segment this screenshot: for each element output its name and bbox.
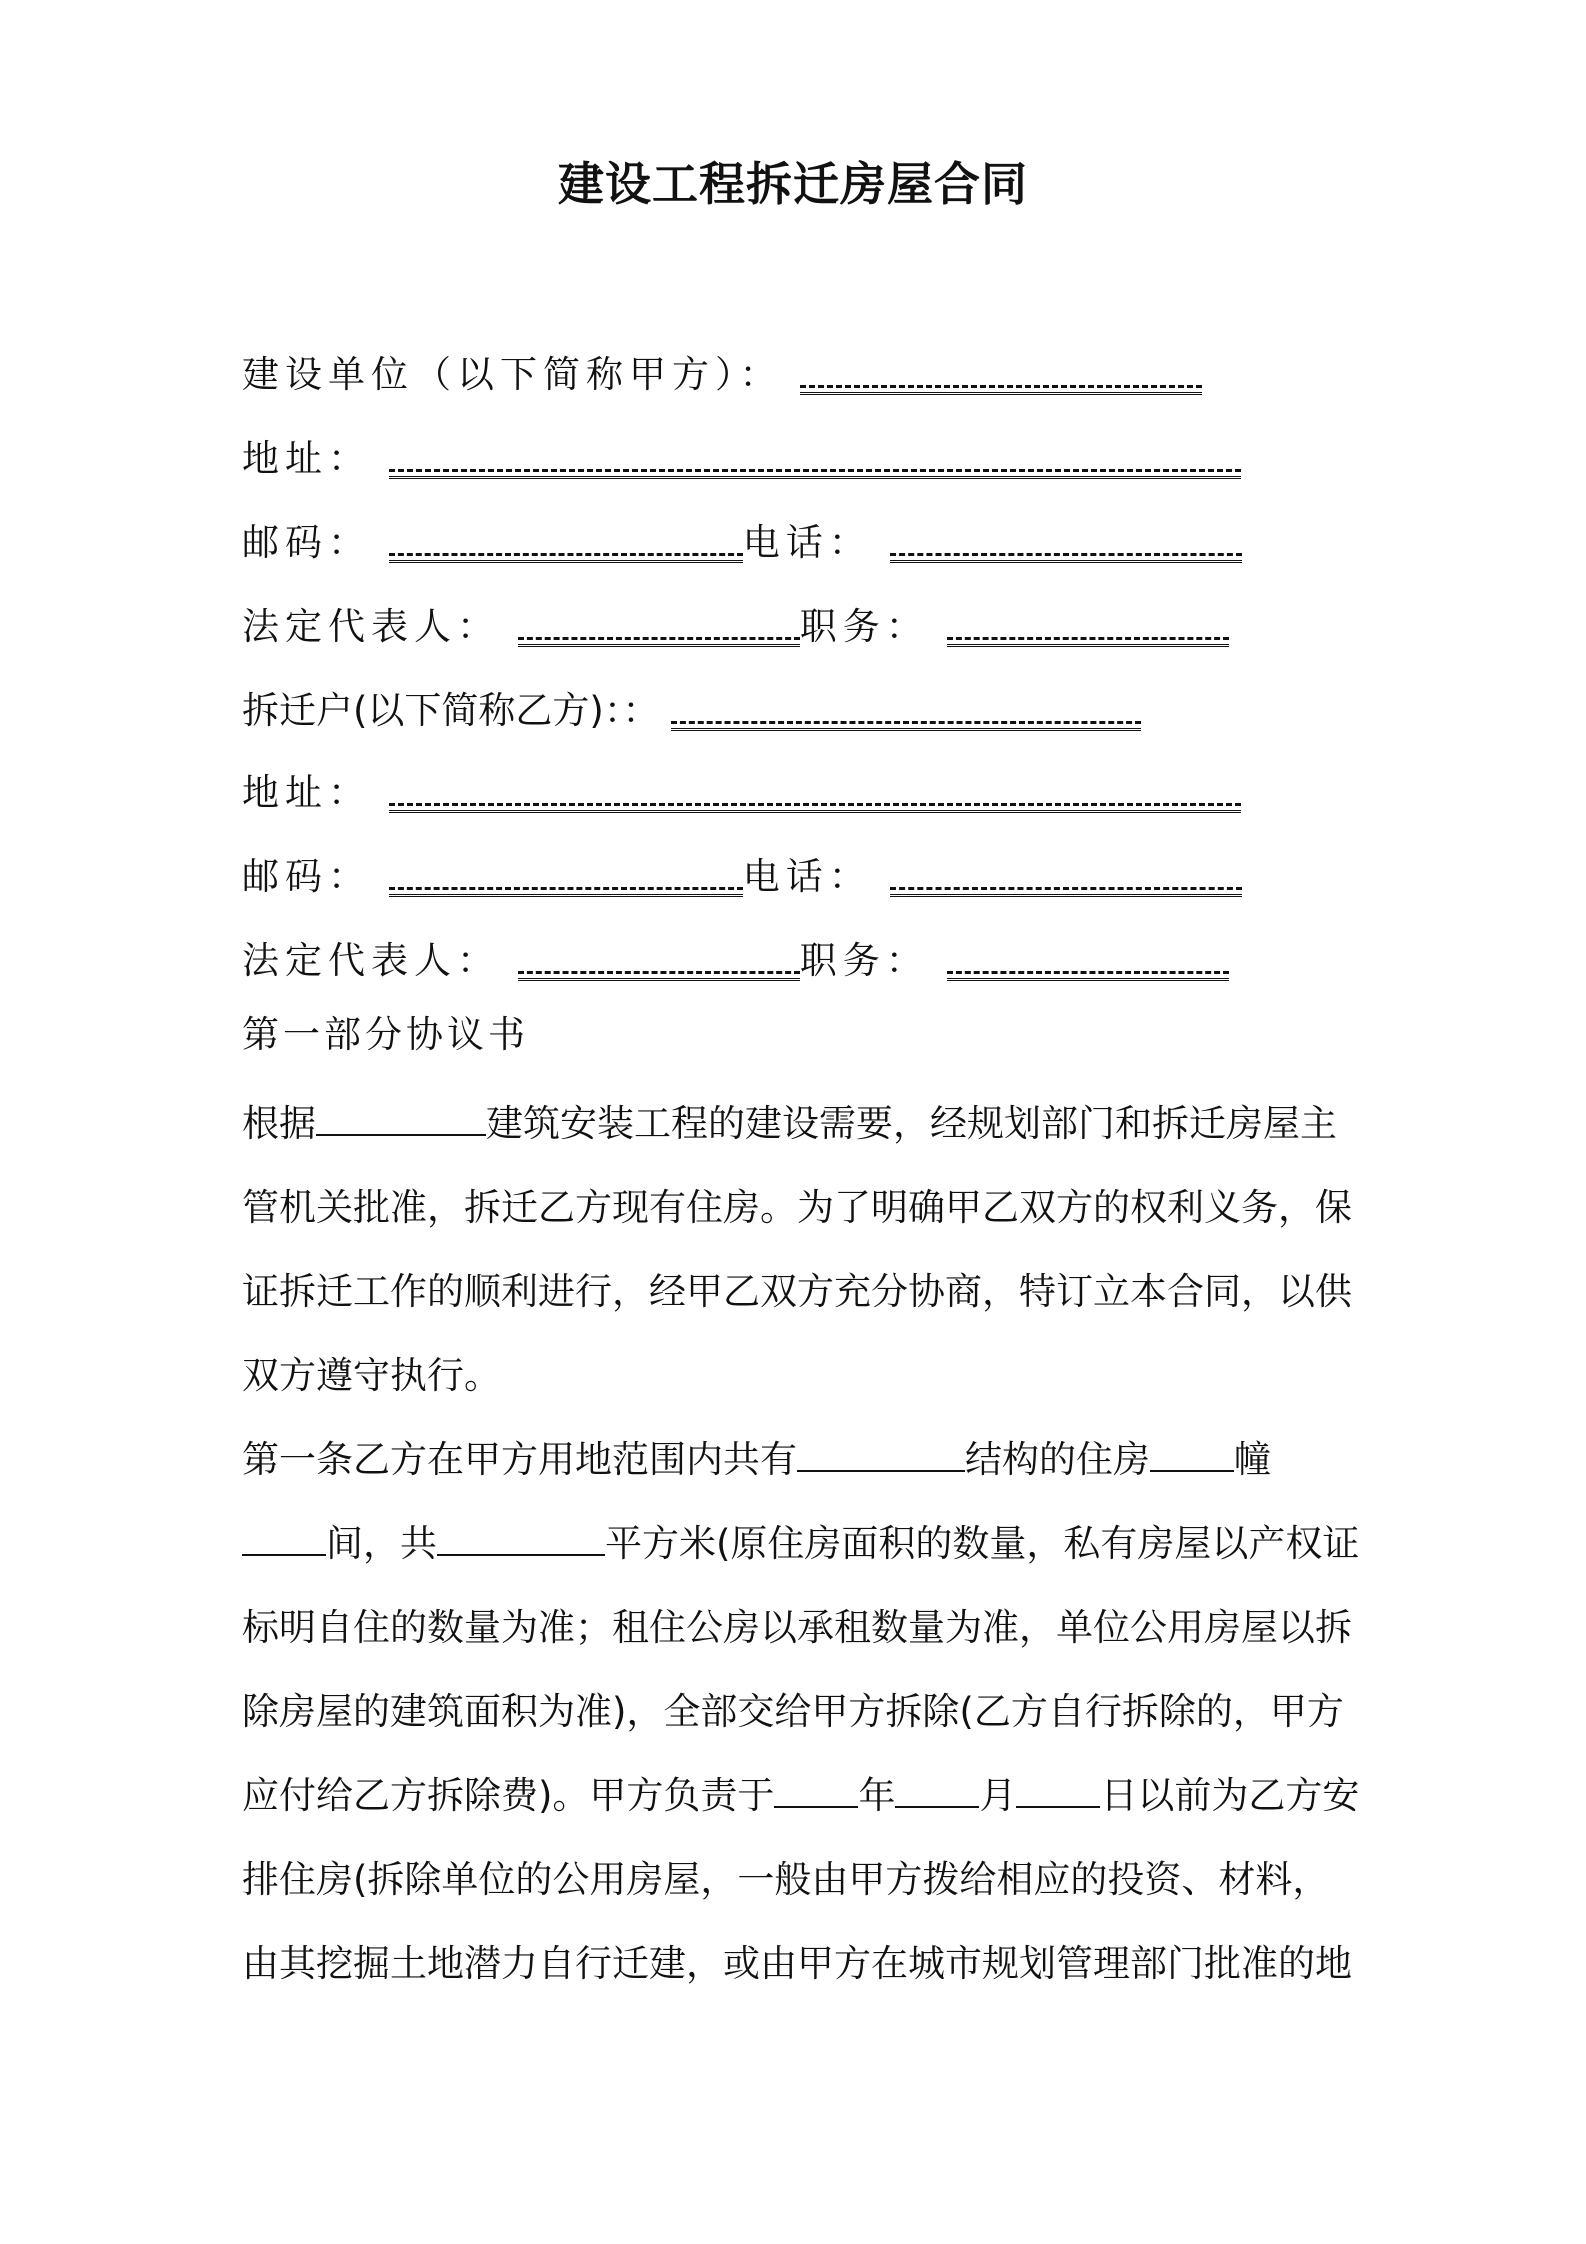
intro-text: 根据: [242, 1102, 316, 1145]
article-text: 应付给乙方拆除费)。甲方负责于: [242, 1774, 775, 1817]
building-count-blank[interactable]: [1150, 1440, 1234, 1472]
party-a-unit-row: [242, 352, 1202, 398]
intro-text: 建筑安装工程的建设需要，经规划部门和拆迁房屋主: [486, 1102, 1337, 1145]
document-title: 建设工程拆迁房屋合同: [558, 157, 1028, 211]
room-count-blank[interactable]: [242, 1524, 326, 1556]
article-one-paragraph: [242, 1418, 1360, 2006]
party-a-unit-blank[interactable]: [800, 353, 1202, 387]
party-a-address-label: 地址：: [242, 437, 371, 480]
article-one-line-3: 标明自住的数量为准；租住公房以承租数量为准，单位公用房屋以拆: [242, 1606, 1352, 1649]
party-a-rep-label: 法定代表人：: [242, 605, 500, 648]
article-text: 日以前为乙方安: [1100, 1774, 1360, 1817]
party-b-contact-row: [242, 854, 1242, 900]
article-text: 幢: [1234, 1438, 1271, 1481]
year-blank[interactable]: [774, 1776, 858, 1808]
intro-line-4: 双方遵守执行。: [242, 1354, 501, 1397]
party-b-rep-row: [242, 938, 1229, 984]
article-one-line-1: [242, 1418, 1352, 1502]
party-b-address-label: 地址：: [242, 771, 371, 814]
party-b-phone-label: 电话：: [742, 855, 872, 898]
party-b-position-blank[interactable]: [947, 939, 1229, 973]
party-b-rep-label: 法定代表人：: [242, 939, 500, 982]
article-text: 年: [858, 1774, 896, 1817]
party-b-address-blank[interactable]: [389, 771, 1241, 805]
article-text: 间，共: [326, 1522, 437, 1565]
party-b-rep-blank[interactable]: [518, 939, 800, 973]
party-b-address-row: [242, 770, 1241, 816]
part-one-heading: 第一部分协议书: [242, 1013, 529, 1056]
article-text: 平方米(原住房面积的数量，私有房屋以产权证: [605, 1522, 1360, 1565]
party-a-unit-label: 建设单位（以下简称甲方）：: [242, 353, 783, 396]
party-a-address-row: [242, 436, 1241, 482]
structure-type-blank[interactable]: [797, 1440, 965, 1472]
party-b-unit-row: [242, 688, 1141, 734]
party-b-postcode-label: 邮码：: [242, 855, 371, 898]
article-one-line-7: 由其挖掘土地潜力自行迁建，或由甲方在城市规划管理部门批准的地: [242, 1942, 1352, 1985]
party-a-address-blank[interactable]: [389, 437, 1241, 471]
party-a-phone-label: 电话：: [742, 521, 872, 564]
day-blank[interactable]: [1016, 1776, 1100, 1808]
party-a-phone-blank[interactable]: [890, 521, 1242, 555]
party-a-rep-row: [242, 604, 1229, 650]
party-b-postcode-blank[interactable]: [389, 855, 743, 889]
area-blank[interactable]: [437, 1524, 605, 1556]
article-text: 月: [979, 1774, 1017, 1817]
party-a-rep-blank[interactable]: [518, 605, 800, 639]
party-a-postcode-label: 邮码：: [242, 521, 371, 564]
party-a-postcode-blank[interactable]: [389, 521, 743, 555]
project-name-blank[interactable]: [316, 1104, 486, 1136]
article-text: 结构的住房: [965, 1438, 1150, 1481]
month-blank[interactable]: [895, 1776, 979, 1808]
article-one-line-4: 除房屋的建筑面积为准)，全部交给甲方拆除(乙方自行拆除的，甲方: [242, 1690, 1344, 1733]
party-a-position-label: 职务：: [799, 605, 929, 648]
article-one-line-5: [242, 1754, 1360, 1838]
intro-line-1: [242, 1082, 1352, 1166]
party-a-position-blank[interactable]: [947, 605, 1229, 639]
party-b-unit-label: 拆迁户(以下简称乙方)：：: [242, 689, 660, 732]
intro-line-3: 证拆迁工作的顺利进行，经甲乙双方充分协商，特订立本合同，以供: [242, 1270, 1352, 1313]
intro-line-2: 管机关批准，拆迁乙方现有住房。为了明确甲乙双方的权利义务，保: [242, 1186, 1352, 1229]
article-one-line-6: 排住房(拆除单位的公用房屋，一般由甲方拨给相应的投资、材料，: [242, 1858, 1330, 1901]
party-b-unit-blank[interactable]: [671, 689, 1141, 723]
article-text: 第一条乙方在甲方用地范围内共有: [242, 1438, 797, 1481]
party-a-contact-row: [242, 520, 1242, 566]
party-b-position-label: 职务：: [799, 939, 929, 982]
article-one-line-2: [242, 1502, 1360, 1586]
party-b-phone-blank[interactable]: [890, 855, 1242, 889]
intro-paragraph: [242, 1082, 1352, 1418]
